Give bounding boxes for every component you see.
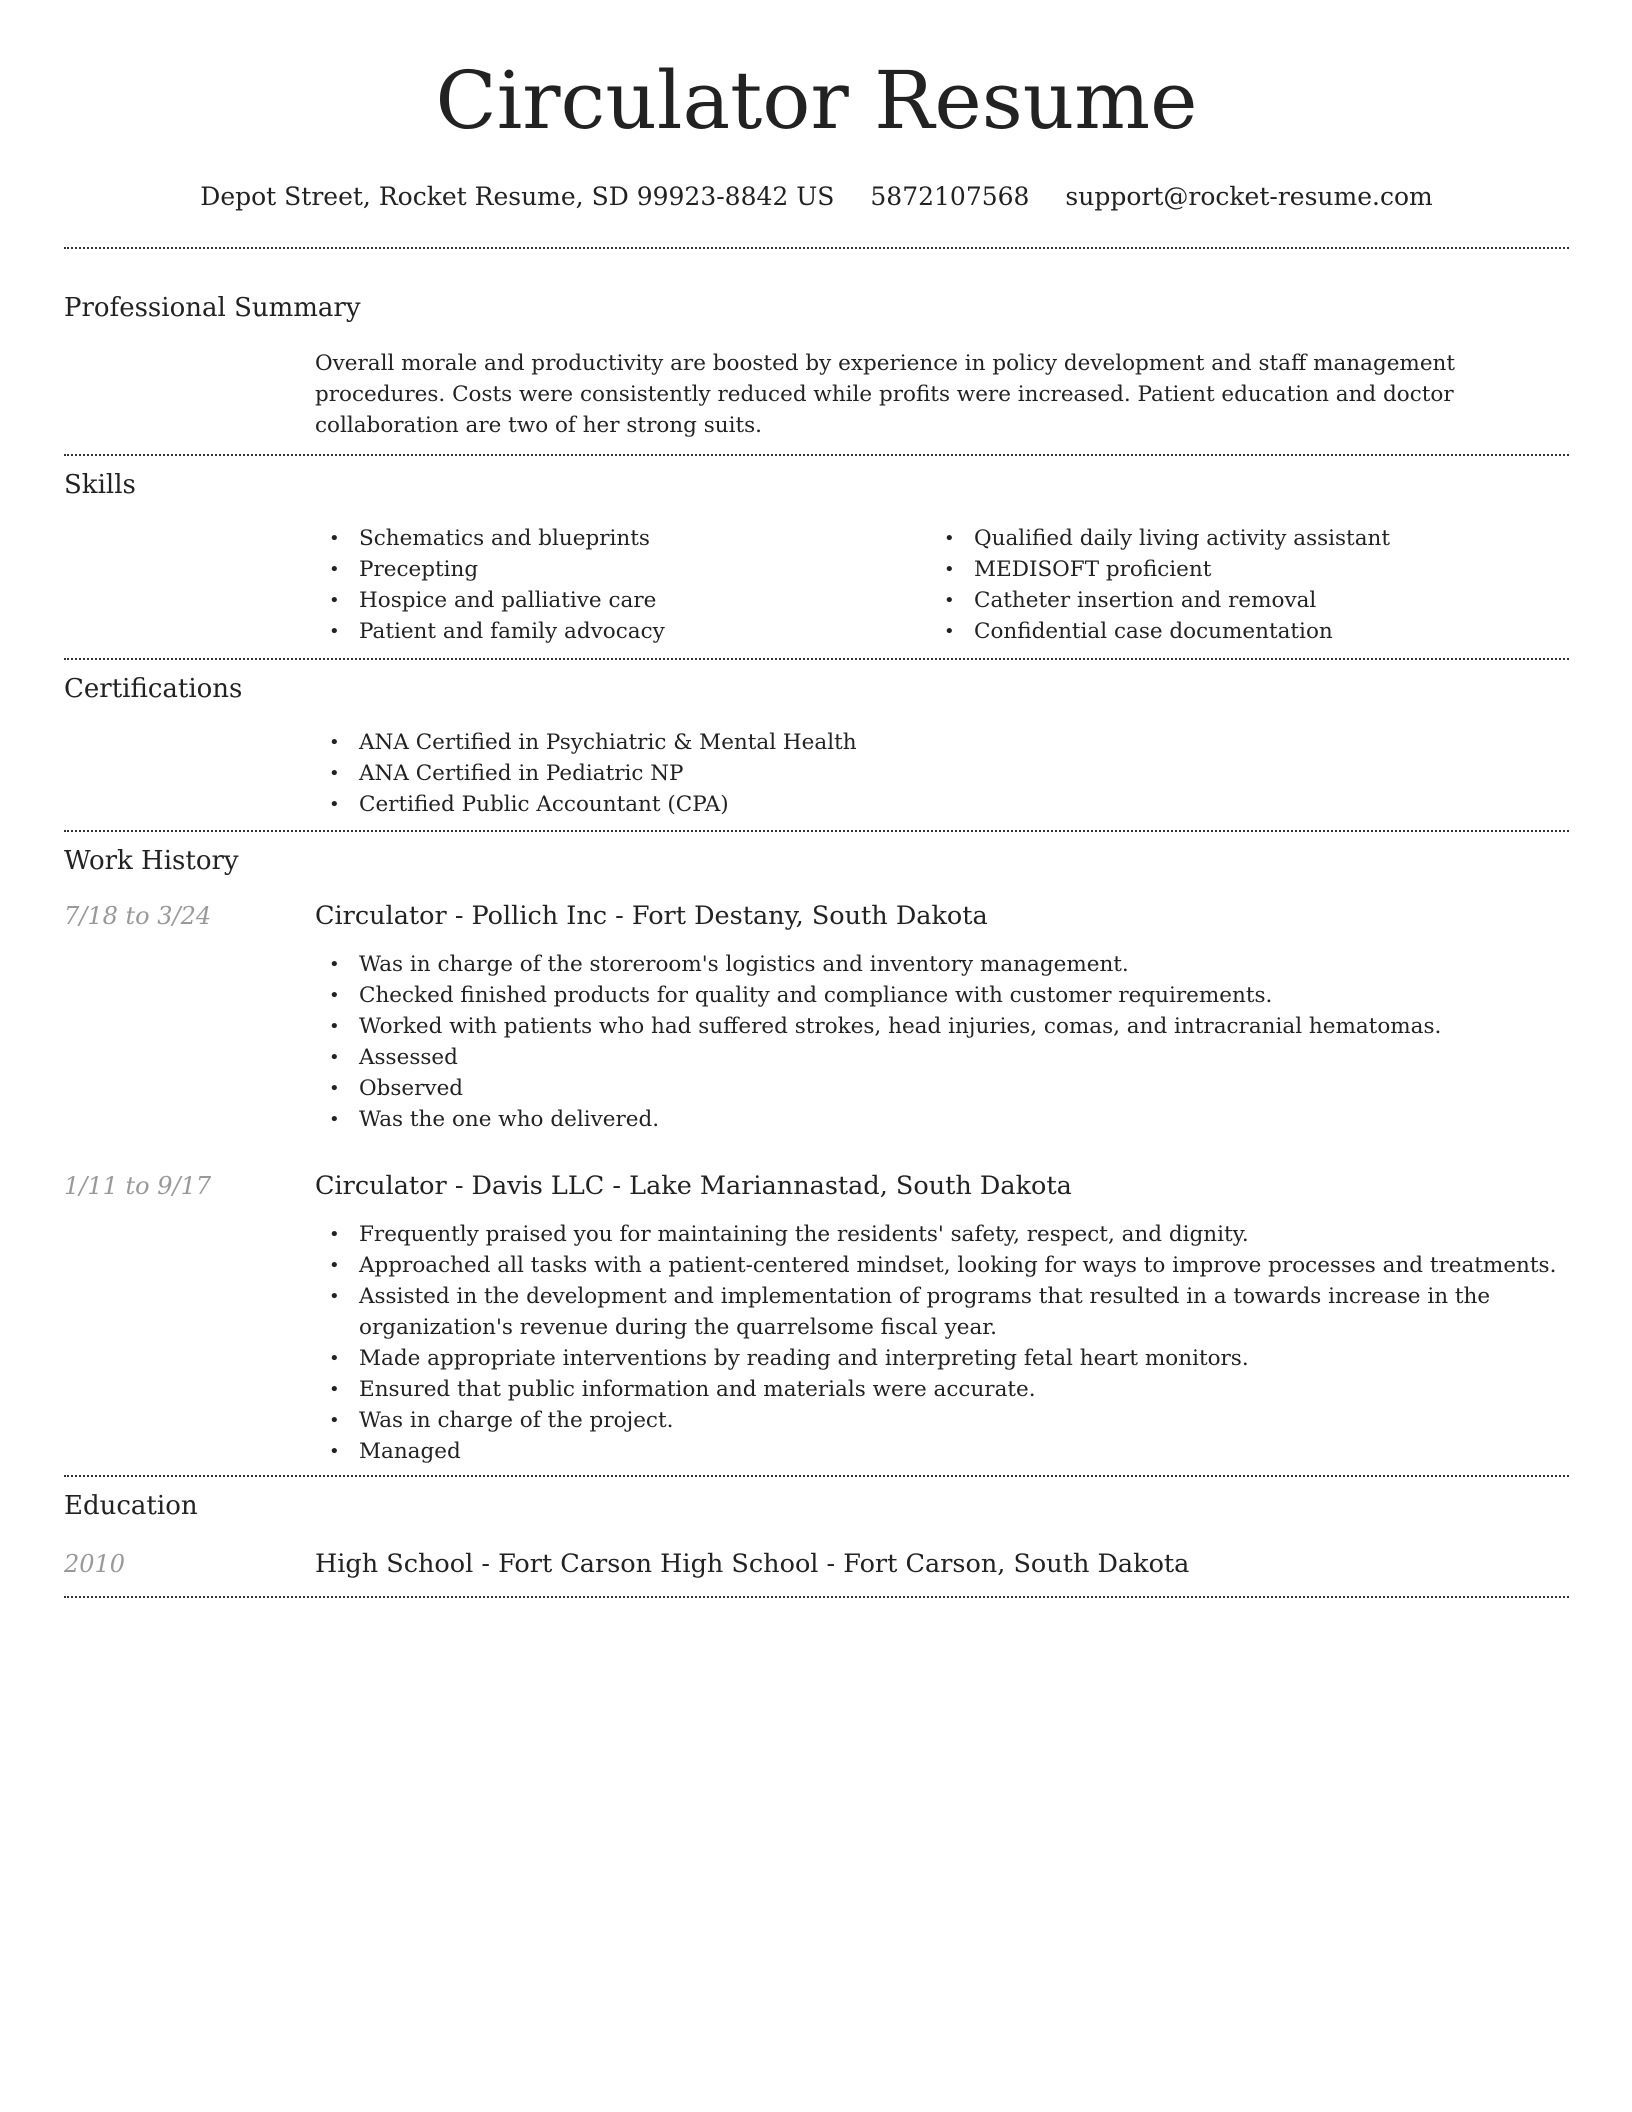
education-title: High School - Fort Carson High School - Fort Carson, South Dakota	[315, 1549, 1190, 1579]
skills-list-right	[930, 523, 1545, 647]
job-title: Circulator - Pollich Inc - Fort Destany, South Dakota	[315, 901, 988, 931]
divider	[64, 247, 1569, 249]
job-body	[315, 901, 1569, 1135]
education-entry	[64, 1549, 1569, 1596]
certification-item: • Certified Public Accountant (CPA)	[315, 789, 1569, 820]
job-bullet: • Assessed	[315, 1042, 1569, 1073]
job-bullet: • Assisted in the development and implementation of programs that resulted in a towards increase in the organization's revenue during the quarrelsome fiscal year.	[315, 1281, 1569, 1343]
resume-page	[64, 0, 1569, 1598]
skill-item: • Confidential case documentation	[930, 616, 1545, 647]
summary-text: Overall morale and productivity are boosted by experience in policy development and staff management procedures. Costs were consistently reduced while profits were increased. Patient education and doctor collaboration are two of her strong suits.	[315, 351, 1456, 438]
job-bullet: • Frequently praised you for maintaining the residents' safety, respect, and dignity.	[315, 1219, 1569, 1250]
education-year: 2010	[64, 1550, 126, 1578]
job-entry	[64, 1171, 1569, 1475]
skill-item: • Qualified daily living activity assistant	[930, 523, 1545, 554]
divider	[64, 1475, 1569, 1477]
section-heading: Professional Summary	[64, 293, 361, 323]
professional-summary-section	[64, 292, 1569, 454]
job-bullet: • Checked finished products for quality and compliance with customer requirements.	[315, 980, 1569, 1011]
skill-item: • Schematics and blueprints	[315, 523, 930, 554]
skills-section	[64, 469, 1569, 658]
work-history-section	[64, 845, 1569, 1475]
divider	[64, 830, 1569, 832]
job-bullet: • Was the one who delivered.	[315, 1104, 1569, 1135]
skill-item: • Catheter insertion and removal	[930, 585, 1545, 616]
certifications-section	[64, 673, 1569, 830]
contact-phone: 5872107568	[870, 182, 1030, 211]
job-bullet: • Was in charge of the project.	[315, 1405, 1569, 1436]
job-bullet: • Observed	[315, 1073, 1569, 1104]
job-bullet: • Approached all tasks with a patient-centered mindset, looking for ways to improve processes and treatments.	[315, 1250, 1569, 1281]
job-bullet: • Was in charge of the storeroom's logistics and inventory management.	[315, 949, 1569, 980]
job-dates: 7/18 to 3/24	[64, 902, 212, 930]
skill-item: • MEDISOFT proficient	[930, 554, 1545, 585]
job-title: Circulator - Davis LLC - Lake Mariannastad, South Dakota	[315, 1171, 1072, 1201]
job-dates: 1/11 to 9/17	[64, 1172, 212, 1200]
job-bullet: • Managed	[315, 1436, 1569, 1467]
skill-item: • Precepting	[315, 554, 930, 585]
job-entry	[64, 901, 1569, 1135]
contact-address: Depot Street, Rocket Resume, SD 99923-8842 US	[200, 182, 835, 211]
education-section	[64, 1490, 1569, 1596]
section-heading: Education	[64, 1491, 198, 1521]
education-body	[315, 1549, 1569, 1579]
divider	[64, 1596, 1569, 1598]
divider	[64, 658, 1569, 660]
certifications-list	[315, 727, 1569, 830]
contact-email: support@rocket-resume.com	[1065, 182, 1433, 211]
certification-item: • ANA Certified in Psychiatric & Mental Health	[315, 727, 1569, 758]
job-bullets	[315, 1219, 1569, 1467]
skills-list-left	[315, 523, 930, 647]
certification-item: • ANA Certified in Pediatric NP	[315, 758, 1569, 789]
job-bullet: • Ensured that public information and materials were accurate.	[315, 1374, 1569, 1405]
skill-item: • Patient and family advocacy	[315, 616, 930, 647]
job-bullet: • Worked with patients who had suffered strokes, head injuries, comas, and intracranial hematomas.	[315, 1011, 1569, 1042]
skill-item: • Hospice and palliative care	[315, 585, 930, 616]
section-heading: Skills	[64, 470, 136, 500]
skills-columns	[315, 523, 1569, 658]
section-heading: Certifications	[64, 674, 243, 704]
job-bullet: • Made appropriate interventions by reading and interpreting fetal heart monitors.	[315, 1343, 1569, 1374]
resume-title: Circulator Resume	[435, 54, 1198, 147]
job-body	[315, 1171, 1569, 1467]
section-heading: Work History	[64, 846, 239, 876]
divider	[64, 454, 1569, 456]
job-bullets	[315, 949, 1569, 1135]
contact-line	[64, 182, 1569, 212]
